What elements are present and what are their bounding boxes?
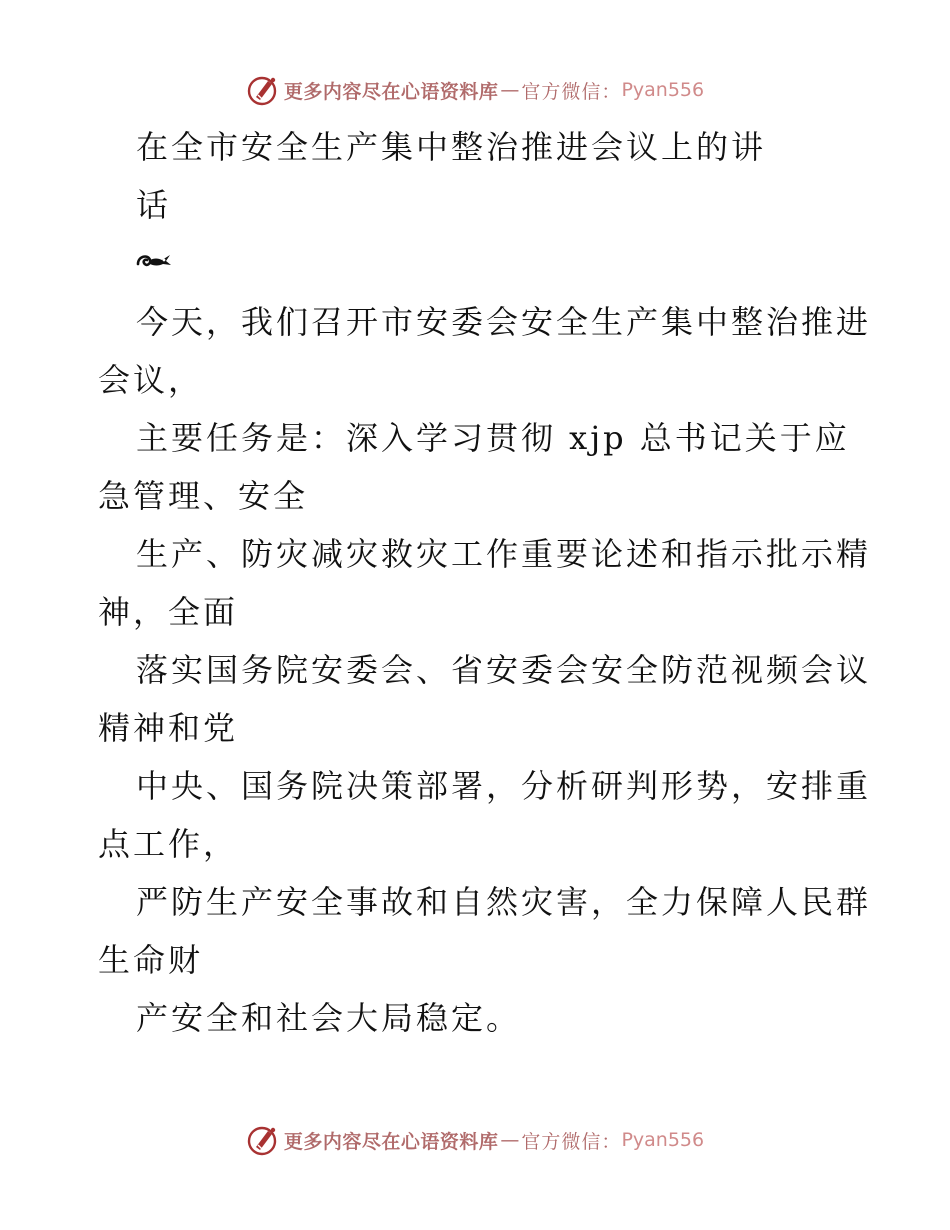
- body-line: 严防生产安全事故和自然灾害，全力保障人民群: [136, 883, 872, 921]
- pen-nib-circle-icon: [246, 1123, 280, 1157]
- body-line: 今天，我们召开市安委会安全生产集中整治推进: [136, 303, 872, 341]
- body-line: 精神和党: [98, 709, 239, 747]
- body-line: 神，全面: [98, 593, 239, 631]
- body-line: 产安全和社会大局稳定。: [136, 999, 522, 1037]
- body-line: 急管理、安全: [98, 477, 309, 515]
- watermark-wechat-id: Pyan556: [621, 79, 705, 101]
- watermark-library-name: 更多内容尽在心语资料库: [283, 80, 499, 103]
- watermark-wechat-id: Pyan556: [621, 1129, 705, 1151]
- body-line: 主要任务是：深入学习贯彻 xjp 总书记关于应: [136, 419, 850, 457]
- body-line: 会议，: [98, 361, 204, 399]
- body-line: 生产、防灾减灾救灾工作重要论述和指示批示精: [136, 535, 872, 573]
- watermark-library-name: 更多内容尽在心语资料库: [283, 1130, 499, 1153]
- watermark-wechat-label: 官方微信：: [521, 80, 622, 103]
- footer-watermark: [0, 1120, 950, 1160]
- header-watermark: [0, 70, 950, 110]
- page-title-line-1: 在全市安全生产集中整治推进会议上的讲: [136, 128, 767, 166]
- page-title-line-2: 话: [136, 186, 172, 224]
- fleuron-icon: [134, 246, 174, 274]
- body-line: 落实国务院安委会、省安委会安全防范视频会议: [136, 651, 872, 689]
- watermark-separator: —: [500, 1129, 520, 1151]
- body-line: 中央、国务院决策部署，分析研判形势，安排重: [136, 767, 872, 805]
- watermark-separator: —: [500, 79, 520, 101]
- body-line: 生命财: [98, 941, 204, 979]
- watermark-wechat-label: 官方微信：: [521, 1130, 622, 1153]
- body-line: 点工作，: [98, 825, 239, 863]
- pen-nib-circle-icon: [246, 73, 280, 107]
